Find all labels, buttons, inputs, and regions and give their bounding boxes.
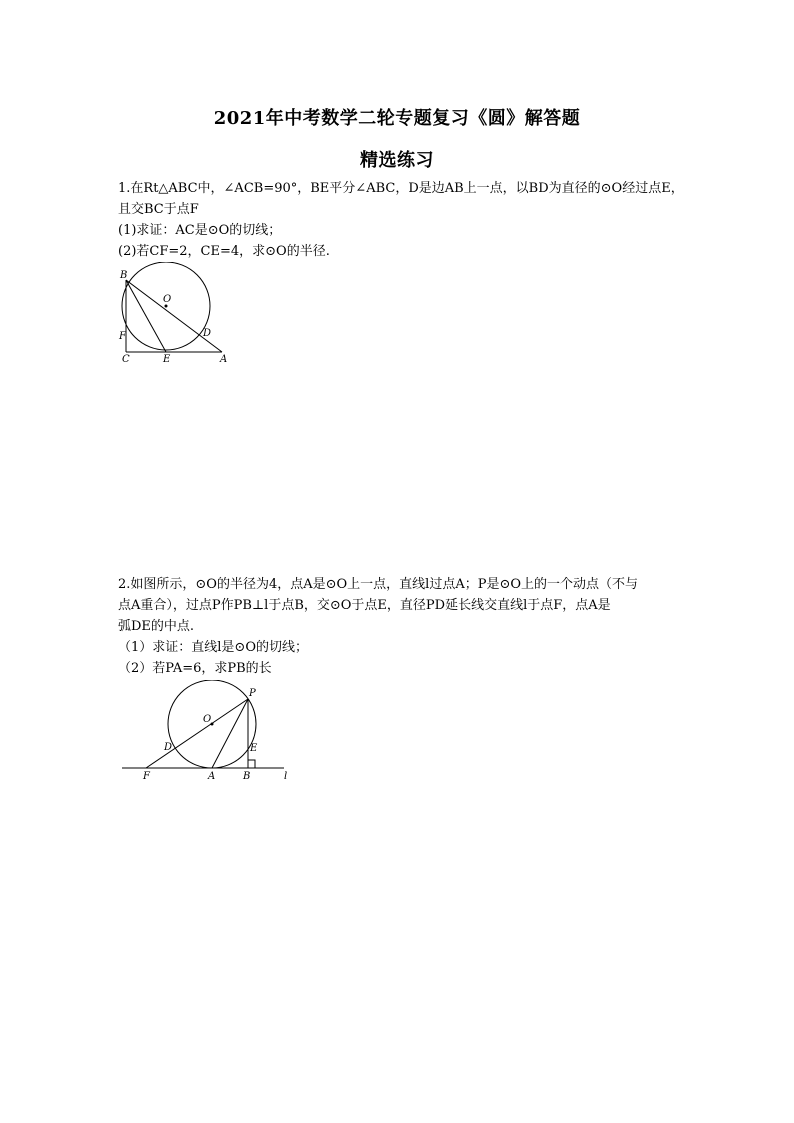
q2-label-d: D (164, 742, 173, 753)
q2-part2: （2）若PA=6，求PB的长 (118, 661, 272, 676)
q2-label-p: P (249, 688, 256, 699)
q1-figure (110, 262, 240, 370)
q1-label-d: D (203, 328, 212, 339)
q2-label-e: E (250, 743, 258, 754)
q2-part1: （1）求证：直线l是⊙O的切线； (118, 640, 308, 655)
q1-part2: (2)若CF=2，CE=4，求⊙O的半径. (118, 244, 330, 259)
q2-segment-pf (146, 699, 248, 768)
q1-line1: 1.在Rt△ABC中，∠ACB=90°，BE平分∠ABC，D是边AB上一点，以BD为直径的⊙O经过点E， (118, 181, 684, 196)
q1-label-b: B (120, 270, 128, 281)
page-title: 2021年中考数学二轮专题复习《圆》解答题 (213, 108, 581, 129)
q2-line2: 点A重合），过点P作PB⊥l于点B，交⊙O于点E，直径PD延长线交直线l于点F，点A是 (118, 598, 611, 613)
q2-figure (118, 680, 298, 782)
q2-label-a: A (208, 771, 216, 782)
q2-segment-pa (212, 699, 248, 768)
q2-label-f: F (143, 771, 150, 782)
q2-label-l: l (284, 771, 288, 782)
q1-part1: (1)求证：AC是⊙O的切线； (118, 223, 282, 238)
q2-label-o: O (203, 714, 212, 725)
page-subtitle: 精选练习 (360, 150, 434, 171)
q1-line2: 且交BC于点F (118, 202, 199, 217)
q1-label-e: E (163, 354, 171, 365)
q1-label-c: C (122, 354, 130, 365)
q1-label-f: F (119, 331, 126, 342)
q2-right-angle-mark (248, 760, 255, 768)
q1-label-o: O (163, 294, 172, 305)
q1-segment-be (126, 280, 166, 352)
q1-label-a: A (220, 354, 228, 365)
q2-line1: 2.如图所示，⊙O的半径为4，点A是⊙O上一点，直线l过点A；P是⊙O上的一个动点（不与 (118, 577, 639, 592)
q2-label-b: B (243, 771, 251, 782)
q2-line3: 弧DE的中点. (118, 619, 195, 634)
